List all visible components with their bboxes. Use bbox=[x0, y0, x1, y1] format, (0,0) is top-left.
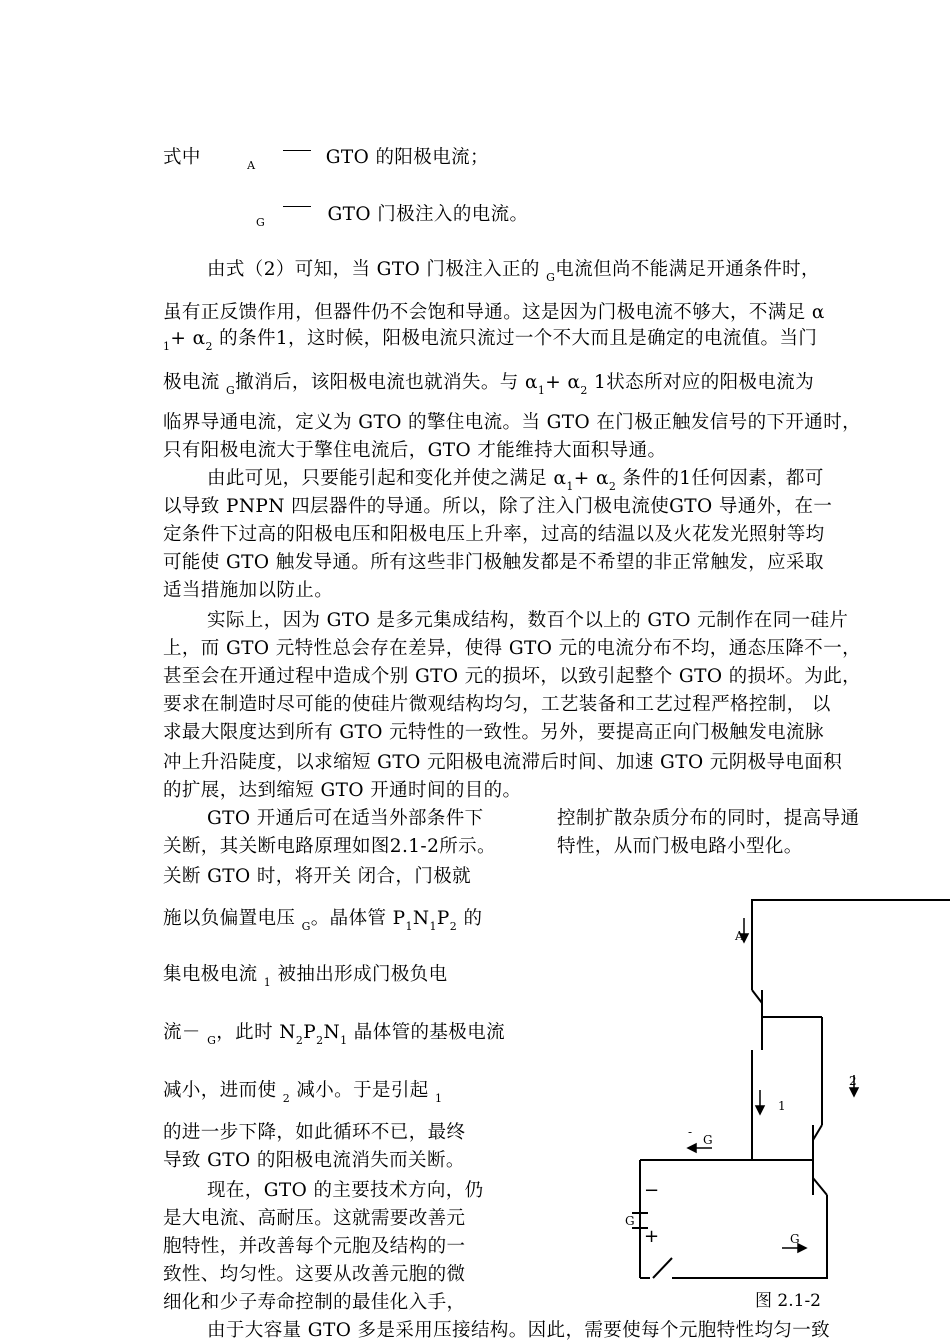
arrow-i2-head bbox=[850, 1088, 858, 1096]
cathode-wire bbox=[672, 1195, 827, 1278]
text-run: ，此时 N bbox=[216, 1022, 296, 1043]
text-run: 1 bbox=[429, 920, 437, 933]
text-run: 2 bbox=[449, 920, 458, 933]
text-run: 现在，GTO 的主要技术方向，仍 bbox=[207, 1180, 484, 1201]
label-a: A bbox=[735, 929, 744, 943]
text-run: 虽有正反馈作用，但器件仍不会饱和导通。这是因为门极电流不够大，不满足 α bbox=[163, 302, 825, 323]
text-run: G bbox=[256, 216, 266, 229]
text-run: 施以负偏置电压 bbox=[163, 908, 302, 929]
label-1: 1 bbox=[778, 1099, 786, 1113]
arrow-i1-head bbox=[756, 1106, 764, 1114]
text-run: 致性、均匀性。这要从改善元胞的微 bbox=[163, 1264, 466, 1285]
text-run: A bbox=[247, 159, 256, 172]
text-run: N bbox=[412, 908, 430, 929]
label-g2: G bbox=[625, 1214, 635, 1228]
text-run: 极电流 bbox=[163, 372, 226, 393]
text-run: 1状态所对应的阳极电流为 bbox=[587, 372, 815, 393]
text-run: + α bbox=[170, 328, 206, 349]
text-run: 细化和少子寿命控制的最佳化入手， bbox=[163, 1292, 466, 1313]
text-run: 求最大限度达到所有 GTO 元特性的一致性。另外，要提高正向门极触发电流脉 bbox=[163, 722, 824, 743]
text-run: 式中 bbox=[163, 147, 201, 168]
text-run: 1 bbox=[434, 1092, 443, 1105]
anode-wire bbox=[752, 900, 950, 990]
text-run: 以导致 PNPN 四层器件的导通。所以，除了注入门极电流使GTO 导通外，在一 bbox=[163, 496, 833, 517]
text-run: 只有阳极电流大于擎住电流后，GTO 才能维持大面积导通。 bbox=[163, 440, 667, 461]
label-g1: G bbox=[703, 1133, 713, 1147]
text-run: 要求在制造时尽可能的使硅片微观结构均匀，工艺装备和工艺过程严格控制， 以 bbox=[163, 694, 831, 715]
text-run: G bbox=[546, 271, 556, 284]
text-run: 由式（2）可知，当 GTO 门极注入正的 bbox=[207, 259, 547, 280]
label-2: 2 bbox=[849, 1074, 857, 1088]
text-run: 的 bbox=[457, 908, 483, 929]
text-run: 的扩展，达到缩短 GTO 开通时间的目的。 bbox=[163, 780, 522, 801]
text-run: GTO 开通后可在适当外部条件下 bbox=[207, 808, 484, 829]
text-run: 集电极电流 bbox=[163, 964, 264, 985]
text-run: 临界导通电流，定义为 GTO 的擎住电流。当 GTO 在门极正触发信号的下开通时， bbox=[163, 412, 861, 433]
text-run: 1 bbox=[340, 1034, 348, 1047]
text-run: 条件的1任何因素，都可 bbox=[616, 468, 824, 489]
lower-transistor-emitter bbox=[813, 1178, 827, 1195]
text-run: 1 bbox=[405, 920, 413, 933]
text-run: 定条件下过高的阳极电压和阳极电压上升率，过高的结温以及火花发光照射等均 bbox=[163, 524, 825, 545]
text-run: + α bbox=[573, 468, 609, 489]
lower-transistor-collector bbox=[813, 1125, 822, 1140]
text-run: 导致 GTO 的阳极电流消失而关断。 bbox=[163, 1150, 465, 1171]
figure-caption: 图 2.1-2 bbox=[755, 1291, 821, 1311]
battery-plus-sign: + bbox=[644, 1226, 660, 1247]
text-run: 1 bbox=[263, 976, 272, 989]
battery-minus-sign: − bbox=[644, 1180, 660, 1201]
text-run: 1 bbox=[566, 480, 574, 493]
text-run: 2 bbox=[608, 480, 617, 493]
text-run: 2 bbox=[282, 1092, 291, 1105]
text-run: 电流但尚不能满足开通条件时， bbox=[555, 259, 820, 280]
text-run: 2 bbox=[580, 384, 588, 397]
text-run: 控制扩散杂质分布的同时，提高导通 bbox=[557, 808, 860, 829]
arrow-ig-head bbox=[688, 1144, 696, 1152]
text-run: 2 bbox=[205, 340, 213, 353]
text-run: 胞特性，并改善每个元胞及结构的一 bbox=[163, 1236, 466, 1257]
text-run: 。晶体管 P bbox=[310, 908, 406, 929]
text-run: GTO 门极注入的电流。 bbox=[327, 204, 529, 225]
text-run: + α bbox=[545, 372, 581, 393]
text-run: 1 bbox=[163, 340, 171, 353]
text-run: 1 bbox=[537, 384, 546, 397]
text-run: 特性，从而门极电路小型化。 bbox=[557, 836, 803, 857]
text-run: P bbox=[303, 1022, 317, 1043]
text-run: 流－ bbox=[163, 1022, 208, 1043]
text-run: 减小，进而使 bbox=[163, 1080, 283, 1101]
text-run: 实际上，因为 GTO 是多元集成结构，数百个以上的 GTO 元制作在同一硅片 bbox=[207, 610, 849, 631]
switch-blade bbox=[653, 1258, 672, 1278]
text-run: 冲上升沿陡度，以求缩短 GTO 元阳极电流滞后时间、加速 GTO 元阴极导电面积 bbox=[163, 752, 843, 773]
text-run: G bbox=[225, 384, 236, 397]
text-run: 是大电流、高耐压。这就需要改善元 bbox=[163, 1208, 466, 1229]
text-run: 的条件1，这时候，阳极电流只流过一个不大而且是确定的电流值。当门 bbox=[212, 328, 818, 349]
text-run: 的进一步下降，如此循环不已，最终 bbox=[163, 1122, 466, 1143]
label-g3: G bbox=[790, 1232, 800, 1246]
text-run: 2 bbox=[295, 1034, 304, 1047]
label-minus: - bbox=[688, 1125, 693, 1139]
text-run: GTO 的阳极电流； bbox=[325, 147, 489, 168]
text-run: 适当措施加以防止。 bbox=[163, 580, 334, 601]
text-run: 甚至会在开通过程中造成个别 GTO 元的损坏，以致引起整个 GTO 的损坏。为此， bbox=[163, 666, 861, 687]
text-run: G bbox=[207, 1034, 217, 1047]
text-run: N bbox=[323, 1022, 341, 1043]
upper-transistor-emitter bbox=[752, 990, 762, 1003]
text-run: 关断，其关断电路原理如图2.1-2所示。 bbox=[163, 836, 496, 857]
text-run: 上，而 GTO 元特性总会存在差异，使得 GTO 元的电流分布不均，通态压降不一， bbox=[163, 638, 861, 659]
text-run: 2 bbox=[316, 1034, 324, 1047]
text-run: G bbox=[301, 920, 311, 933]
text-run: 关断 GTO 时，将开关 闭合，门极就 bbox=[163, 866, 472, 887]
text-run: 由于大容量 GTO 多是采用压接结构。因此，需要使每个元胞特性均匀一致 bbox=[207, 1320, 831, 1341]
text-run: 被抽出形成门极负电 bbox=[271, 964, 448, 985]
text-run: 减小。于是引起 bbox=[290, 1080, 435, 1101]
text-run: 晶体管的基极电流 bbox=[347, 1022, 506, 1043]
text-run: 撤消后，该阳极电流也就消失。与 α bbox=[235, 372, 538, 393]
text-run: P bbox=[436, 908, 450, 929]
text-run: 由此可见，只要能引起和变化并使之满足 α bbox=[207, 468, 567, 489]
text-run: 可能使 GTO 触发导通。所有这些非门极触发都是不希望的非正常触发，应采取 bbox=[163, 552, 824, 573]
